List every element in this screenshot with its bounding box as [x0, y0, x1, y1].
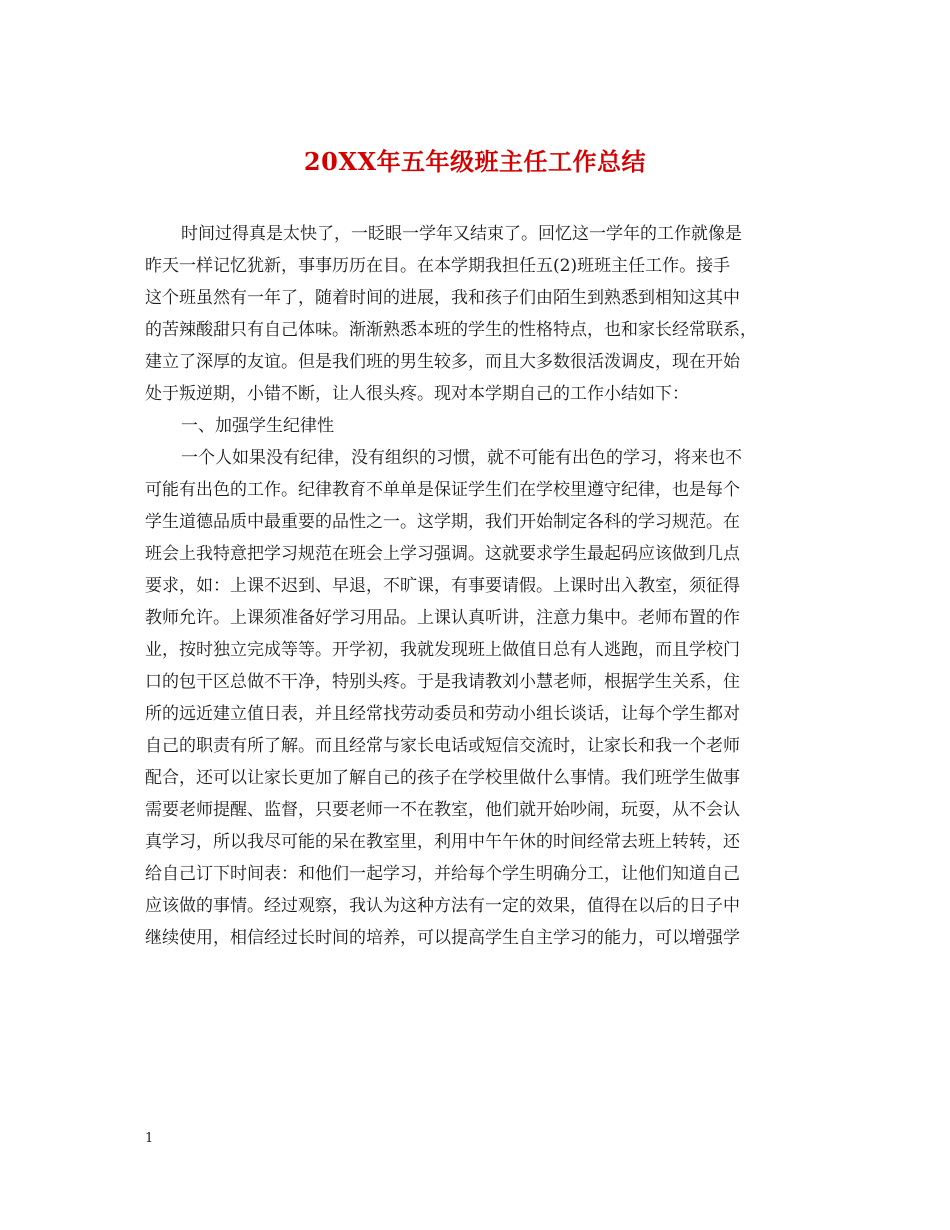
- body-line: 所的远近建立值日表，并且经常找劳动委员和劳动小组长谈话，让每个学生都对: [145, 704, 740, 724]
- body-line: 这个班虽然有一年了，随着时间的进展，我和孩子们由陌生到熟悉到相知这其中: [145, 288, 740, 308]
- body-line: 的苦辣酸甜只有自己体味。渐渐熟悉本班的学生的性格特点，也和家长经常联系，: [145, 320, 757, 340]
- body-line: 自己的职责有所了解。而且经常与家长电话或短信交流时，让家长和我一个老师: [145, 736, 740, 756]
- body-line: 真学习，所以我尽可能的呆在教室里，利用中午午休的时间经常去班上转转，还: [145, 832, 740, 852]
- body-line: 口的包干区总做不干净，特别头疼。于是我请教刘小慧老师，根据学生关系，住: [145, 672, 740, 692]
- body-line: 学生道德品质中最重要的品性之一。这学期，我们开始制定各科的学习规范。在: [145, 512, 740, 532]
- body-line: 教师允许。上课须准备好学习用品。上课认真听讲，注意力集中。老师布置的作: [145, 608, 740, 628]
- body-line: 要求，如：上课不迟到、早退，不旷课，有事要请假。上课时出入教室，须征得: [145, 576, 740, 596]
- body-line: 配合，还可以让家长更加了解自己的孩子在学校里做什么事情。我们班学生做事: [145, 768, 740, 788]
- body-line: 业，按时独立完成等等。开学初，我就发现班上做值日总有人逃跑，而且学校门: [145, 640, 740, 660]
- body-line: 时间过得真是太快了，一眨眼一学年又结束了。回忆这一学年的工作就像是: [181, 224, 742, 244]
- page-number: 1: [145, 1131, 154, 1146]
- body-line: 处于叛逆期，小错不断，让人很头疼。现对本学期自己的工作小结如下：: [145, 384, 689, 404]
- document-body: [145, 218, 807, 954]
- body-line: 一个人如果没有纪律，没有组织的习惯，就不可能有出色的学习，将来也不: [181, 448, 742, 468]
- body-line: 可能有出色的工作。纪律教育不单单是保证学生们在学校里遵守纪律，也是每个: [145, 480, 740, 500]
- body-line: 继续使用，相信经过长时间的培养，可以提高学生自主学习的能力，可以增强学: [145, 928, 740, 948]
- document-title: 20XX年五年级班主任工作总结: [303, 147, 647, 176]
- body-line: 需要老师提醒、监督，只要老师一不在教室，他们就开始吵闹，玩耍，从不会认: [145, 800, 740, 820]
- body-line: 班会上我特意把学习规范在班会上学习强调。这就要求学生最起码应该做到几点: [145, 544, 740, 564]
- body-line: 给自己订下时间表：和他们一起学习，并给每个学生明确分工，让他们知道自己: [145, 864, 740, 884]
- body-line: 昨天一样记忆犹新，事事历历在目。在本学期我担任五(2)班班主任工作。接手: [145, 256, 731, 276]
- body-line: 应该做的事情。经过观察，我认为这种方法有一定的效果，值得在以后的日子中: [145, 896, 740, 916]
- body-line: 建立了深厚的友谊。但是我们班的男生较多，而且大多数很活泼调皮，现在开始: [145, 352, 740, 372]
- section-heading: 一、加强学生纪律性: [181, 416, 334, 436]
